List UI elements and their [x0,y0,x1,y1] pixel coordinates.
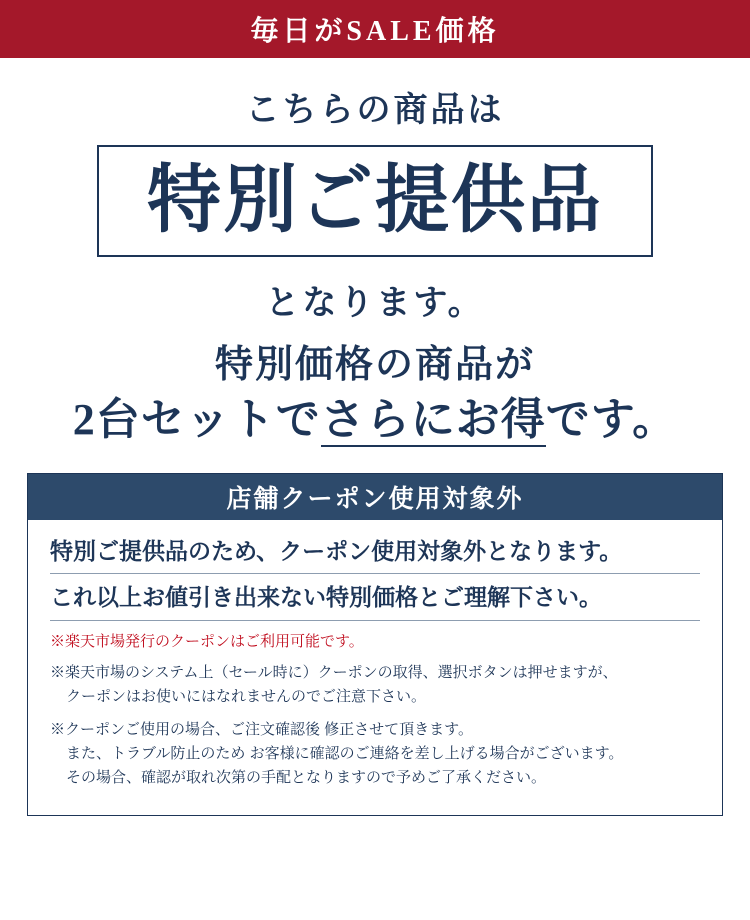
coupon-notice-heading: 店舗クーポン使用対象外 [226,485,524,513]
emphasis-line-2-underlined: さらにお得 [321,395,546,447]
coupon-notice-main-line: これ以上お値引き出来ない特別価格とご理解下さい。 [50,580,700,621]
emphasis-line-2 [0,392,750,447]
coupon-note-cont-line: また、トラブル防止のため お客様に確認のご連絡を差し上げる場合がございます。 [66,745,624,763]
hero-section [0,58,750,324]
emphasis-section [0,342,750,447]
coupon-notice-main-line: 特別ご提供品のため、クーポン使用対象外となります。 [50,534,700,575]
emphasis-line-2-prefix: 2台セットで [72,394,321,444]
hero-tail-text: となります。 [265,285,485,322]
coupon-note-item [50,718,700,790]
coupon-notice-card [27,473,723,817]
special-offer-box [97,145,653,257]
coupon-notice-header [28,474,722,520]
coupon-note-red: ※楽天市場発行のクーポンはご利用可能です。 [50,632,364,650]
special-offer-label: 特別ご提供品 [147,160,603,242]
coupon-notice-body [28,520,722,816]
sale-banner-text: 毎日がSALE価格 [250,16,500,47]
hero-box-wrapper [0,145,750,257]
emphasis-line-2-suffix: です。 [545,394,678,444]
coupon-note-cont-line: クーポンはお使いにはなれませんのでご注意下さい。 [66,688,427,706]
emphasis-line-1: 特別価格の商品が [214,344,535,386]
hero-lead-text: こちらの商品は [245,92,505,129]
coupon-note-cont-line: その場合、確認が取れ次第の手配となりますので予めご了承ください。 [66,769,547,787]
coupon-note-first-line: ※楽天市場のシステム上（セール時に）クーポンの取得、選択ボタンは押せますが、 [50,664,618,682]
coupon-note-first-line: ※クーポンご使用の場合、ご注文確認後 修正させて頂きます。 [50,721,473,739]
coupon-note-item [50,661,700,709]
sale-banner [0,0,750,58]
